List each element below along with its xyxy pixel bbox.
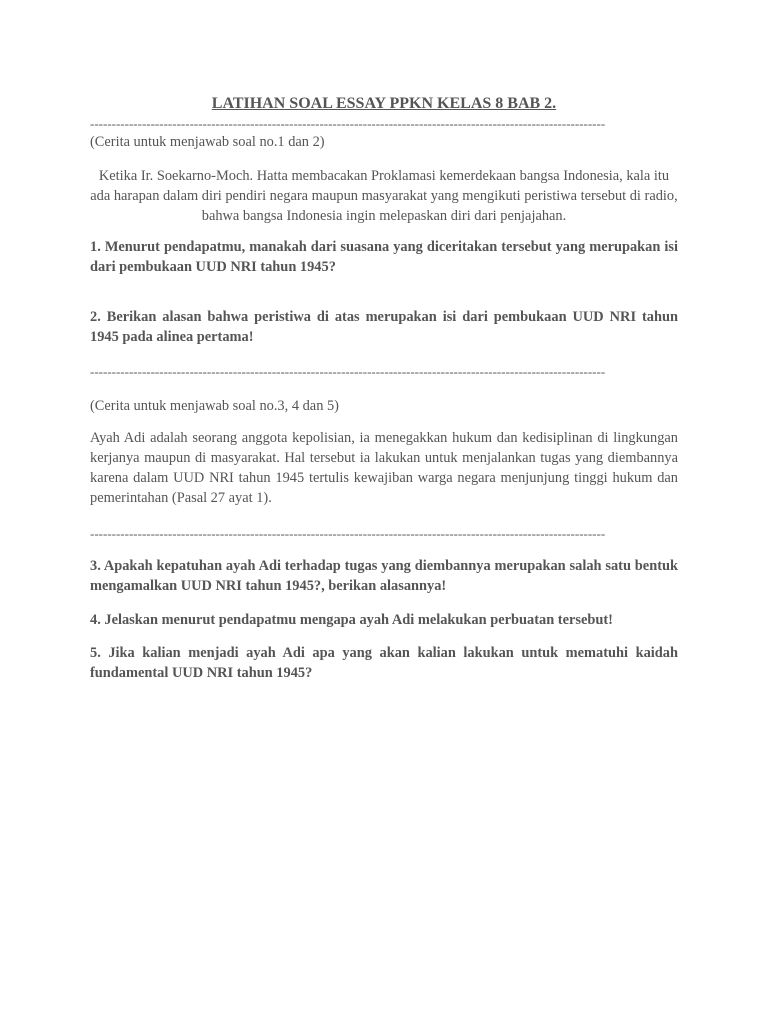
story-paragraph-1: Ketika Ir. Soekarno-Moch. Hatta membacakan Proklamasi kemerdekaan bangsa Indonesia, kala itu ada harapan dalam diri pendiri negara maupun masyarakat yang mengikuti peristiwa tersebut di radio, bahwa bangsa Indonesia ingin melepaskan diri dari penjajahan. [90, 168, 678, 224]
story-note-2: (Cerita untuk menjawab soal no.3, 4 dan 5) [90, 398, 339, 414]
story-paragraph-2: Ayah Adi adalah seorang anggota kepolisian, ia menegakkan hukum dan kedisiplinan di lingkungan kerjanya maupun di masyarakat. Hal tersebut ia lakukan untuk menjalankan tugas yang diembannya karena dalam UUD NRI tahun 1945 tertulis kewajiban warga negara menjunjung tinggi hukum dan pemerintahan (Pasal 27 ayat 1). [90, 430, 678, 506]
question-2: 2. Berikan alasan bahwa peristiwa di atas merupakan isi dari pembukaan UUD NRI tahun 1945 pada alinea pertama! [90, 309, 678, 345]
divider-lower: ----------------------------------------------------------------------------------------------------------------------- [90, 526, 606, 541]
question-4: 4. Jelaskan menurut pendapatmu mengapa ayah Adi melakukan perbuatan tersebut! [90, 612, 613, 628]
question-5: 5. Jika kalian menjadi ayah Adi apa yang akan kalian lakukan untuk mematuhi kaidah fundamental UUD NRI tahun 1945? [90, 645, 678, 681]
question-3: 3. Apakah kepatuhan ayah Adi terhadap tugas yang diembannya merupakan salah satu bentuk mengamalkan UUD NRI tahun 1945?, berikan alasannya! [90, 558, 678, 594]
document-title: LATIHAN SOAL ESSAY PPKN KELAS 8 BAB 2. [211, 95, 557, 112]
divider-top: ----------------------------------------------------------------------------------------------------------------------- [90, 116, 606, 131]
story-note-1: (Cerita untuk menjawab soal no.1 dan 2) [90, 134, 325, 150]
divider-middle: ----------------------------------------------------------------------------------------------------------------------- [90, 364, 606, 379]
question-1: 1. Menurut pendapatmu, manakah dari suasana yang diceritakan tersebut yang merupakan isi dari pembukaan UUD NRI tahun 1945? [90, 239, 678, 275]
